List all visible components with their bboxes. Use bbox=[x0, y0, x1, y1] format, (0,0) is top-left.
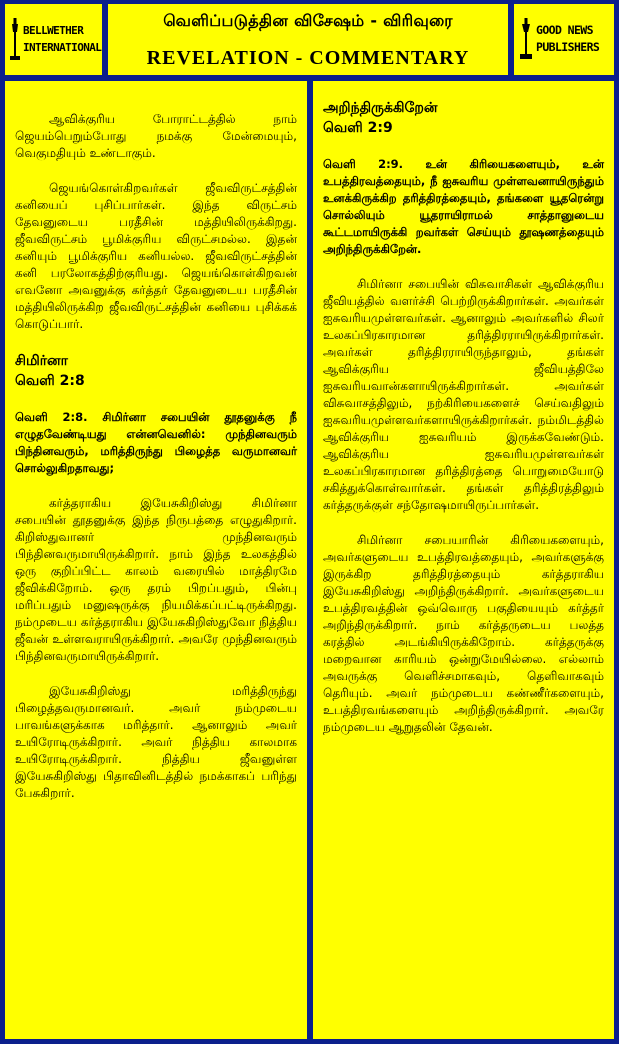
page-title-tamil: வெளிப்படுத்தின விசேஷம் - விரிவுரை bbox=[163, 11, 453, 30]
right-paragraph-2: சிமிர்னா சபையாரின் கிரியைகளையும், அவர்களுடைய உபத்திரவத்தையும், அவர்களுக்கு இருக்கிற தரித்திரத்தையும் கர்த்தராகிய இயேசுகிறிஸ்து அறிந்திருக்கிறார். அவர்களுடைய உபத்திரவத்தின் ஒவ்வொரு பகுதியையும் கர்த்தர் அறிந்திருக்கிறார். நாம் கர்த்தருடைய பலத்த கரத்தில் அடங்கியிருக்கிறோம். கர்த்தருக்கு மறைவான காரியம் ஒன்றுமேயில்லை. எல்லாம் அவருக்கு வெளிச்சமாகவும், தெளிவாகவும் தெரியும். அவர் நம்முடைய கண்ணீர்களையும், உபத்திரவங்களையும் அறிந்திருக்கிறார். அவரே நம்முடைய ஆறுதலின் தேவன். bbox=[323, 533, 604, 734]
left-paragraph-4: இயேசுகிறிஸ்து மரித்திருந்து பிழைத்தவருமானவர். அவர் நம்முடைய பாவங்களுக்காக மரித்தார். ஆனாலும் அவர் உயிரோடிருக்கிறார். அவர் நித்திய காலமாக உயிரோடிருக்கிறார். நித்திய ஜீவனுள்ள இயேசுகிறிஸ்து பிதாவினிடத்தில் நமக்காகப் பரிந்து பேசுகிறார். bbox=[15, 684, 297, 800]
left-column bbox=[5, 81, 307, 1039]
section-heading-smyrna: சிமிர்னா bbox=[15, 353, 68, 369]
lamp-icon bbox=[518, 18, 534, 62]
bellwether-logo-box bbox=[5, 4, 102, 75]
right-paragraph-1: சிமிர்னா சபையின் விசுவாசிகள் ஆவிக்குரிய ஜீவியத்தில் வளர்ச்சி பெற்றிருக்கிறார்கள். அவர்கள் ஐசுவரியமுள்ளவர்கள். ஆனாலும் அவர்களில் சிலர் உலகப்பிரகாரமான தரித்திரராயிருக்கிறார்கள். அவர்கள் தரித்திரராயிருந்தாலும், தங்கள் ஆவிக்குரிய ஜீவியத்திலே ஐசுவரியவான்களாயிருக்கிறார்கள். அவர்கள் விசுவாசத்திலும், நற்கிரியைகளைச் செய்வதிலும் ஐசுவரியமுள்ளவர்களாயிருக்கிறார்கள். நம்மிடத்தில் ஆவிக்குரிய ஐசுவரியம் இருக்கவேண்டும். ஆவிக்குரிய ஐசுவரியமுள்ளவர்கள் உலகப்பிரகாரமான தரித்திரத்தை பொறுமையோடு சகித்துக்கொள்வார்கள். தங்கள் தரித்திரத்திலும் கர்த்தருக்குள் சந்தோஷமாயிருப்பார்கள். bbox=[323, 277, 604, 512]
section-reference-2-9: வெளி 2:9 bbox=[323, 120, 393, 136]
left-paragraph-1: ஆவிக்குரிய போராட்டத்தில் நாம் ஜெயம்பெறும்போது நமக்கு மேன்மையும், வெகுமதியும் உண்டாகும். bbox=[15, 112, 297, 160]
good-news-logo bbox=[518, 16, 610, 66]
good-news-logo-text: GOOD NEWS PUBLISHERS bbox=[536, 23, 600, 54]
left-paragraph-2: ஜெயங்கொள்கிறவர்கள் ஜீவவிருட்சத்தின் கனியைப் புசிப்பார்கள். இந்த விருட்சம் தேவனுடைய பரதீசின் மத்தியிலிருக்கிறது. ஜீவவிருட்சம் பூமிக்குரிய விருட்சமல்ல. இதன் கனியும் பூமிக்குரிய கனியல்ல. ஜீவவிருட்சத்தின் கனி பரலோகத்திற்குரியது. ஜெயங்கொள்கிறவன் எவனோ அவனுக்கு கர்த்தர் தேவனுடைய பரதீசின் மத்தியிலிருக்கிற ஜீவவிருட்சத்தின் கனியை புசிக்கக் கொடுப்பார். bbox=[15, 181, 297, 331]
title-box bbox=[108, 4, 508, 75]
verse-2-8: வெளி 2:8. சிமிர்னா சபையின் தூதனுக்கு நீ எழுதவேண்டியது என்னவெனில்: முந்தினவரும் பிந்தினவரும், மரித்திருந்து பிழைத்த வருமானவர் சொல்லுகிறதாவது; bbox=[15, 410, 297, 475]
right-column bbox=[313, 81, 614, 1039]
section-reference-2-8: வெளி 2:8 bbox=[15, 373, 85, 389]
bellwether-logo bbox=[9, 16, 101, 66]
good-news-logo-box bbox=[514, 4, 614, 75]
page-title-english: REVELATION - COMMENTARY bbox=[146, 47, 470, 69]
section-heading-i-know: அறிந்திருக்கிறேன் bbox=[323, 100, 438, 116]
lamp-icon bbox=[9, 18, 21, 62]
bellwether-logo-text: BELLWETHER INTERNATIONAL bbox=[23, 24, 102, 54]
verse-2-9: வெளி 2:9. உன் கிரியைகளையும், உன் உபத்திரவத்தையும், நீ ஐசுவரிய முள்ளவனாயிருந்தும் உனக்கிருக்கிற தரித்திரத்தையும், தங்களை யூதரென்று சொல்லியும் யூதராயிராமல் சாத்தானுடைய கூட்டமாயிருக்கி றவர்கள் செய்யும் தூஷணத்தையும் அறிந்திருக்கிறேன். bbox=[323, 157, 604, 256]
left-paragraph-3: கர்த்தராகிய இயேசுகிறிஸ்து சிமிர்னா சபையின் தூதனுக்கு இந்த நிருபத்தை எழுதுகிறார். கிறிஸ்துவானர் முந்தினவரும் பிந்தினவருமாயிருக்கிறார். நாம் இந்த உலகத்தில் ஒரு குறிப்பிட்ட காலம் வரையில் மாத்திரமே ஜீவிக்கிறோம். ஒரு தரம் பிறப்பதும், பின்பு மரிப்பதும் மனுஷருக்கு நியமிக்கப்பட்டிருக்கிறது. நம்முடைய கர்த்தராகிய இயேசுகிறிஸ்துவோ நித்திய ஜீவன் உள்ளவராயிருக்கிறார். அவரே முந்தினவரும் பிந்தினவருமாயிருக்கிறார். bbox=[15, 496, 297, 663]
